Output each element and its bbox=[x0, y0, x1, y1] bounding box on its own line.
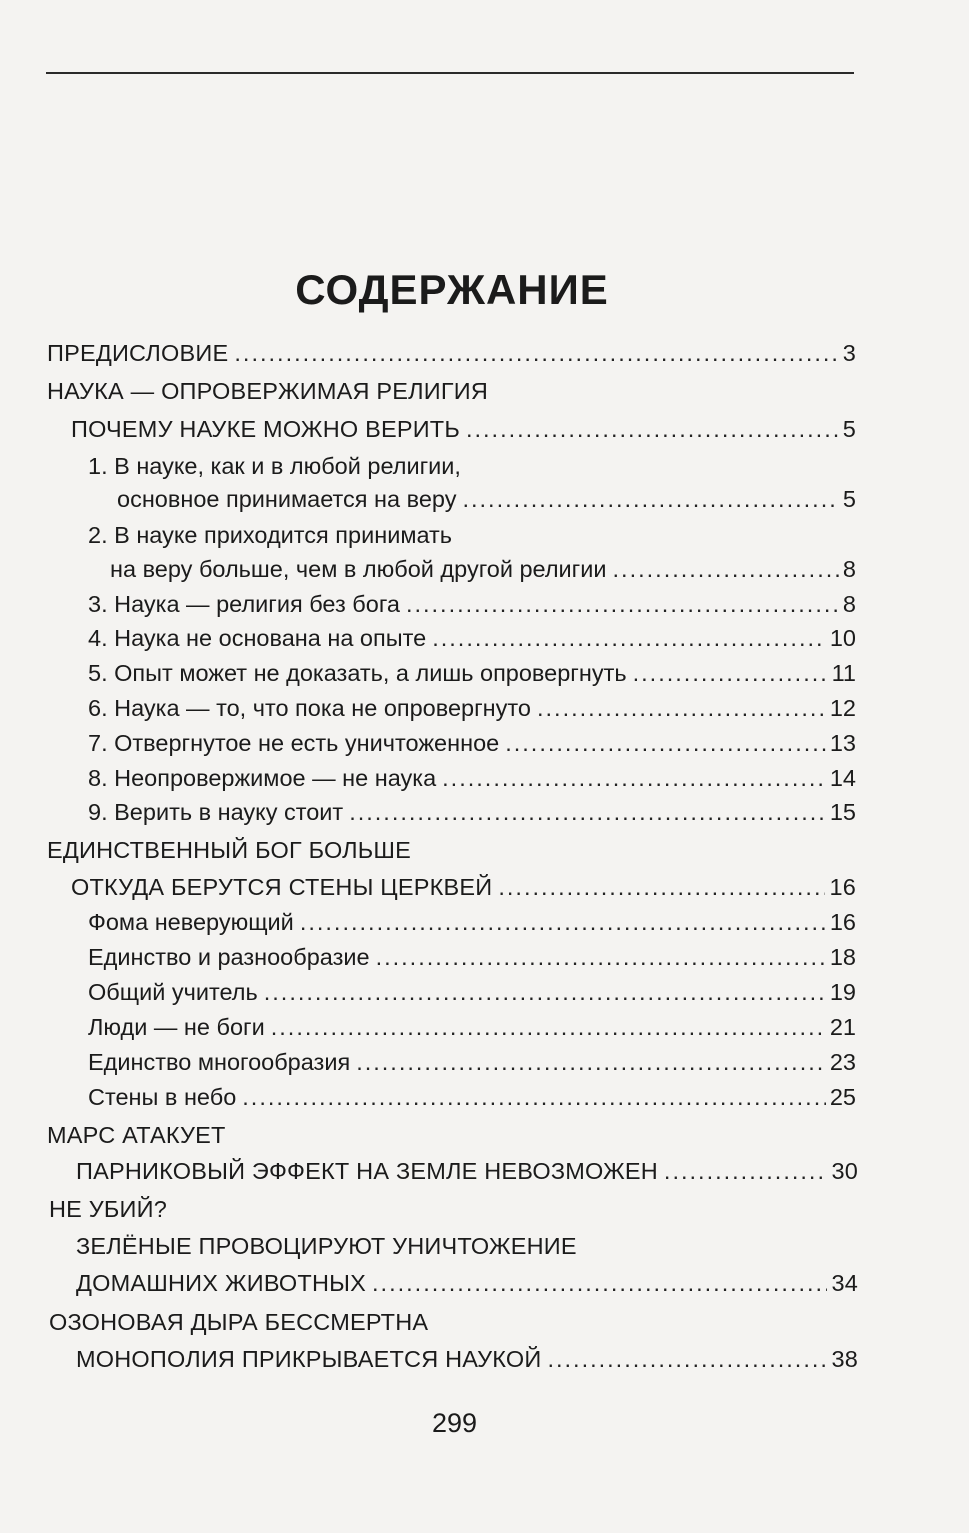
toc-page-number: 8 bbox=[842, 556, 856, 582]
toc-page-number: 8 bbox=[842, 591, 856, 617]
toc-page-number: 3 bbox=[842, 340, 856, 366]
toc-entry bbox=[88, 907, 856, 937]
toc-heading-label: НЕ УБИЙ? bbox=[49, 1196, 167, 1222]
toc-entry-line bbox=[76, 1231, 577, 1261]
dot-leader bbox=[264, 977, 826, 1007]
toc-part-heading bbox=[49, 1194, 167, 1224]
dot-leader bbox=[376, 942, 826, 972]
toc-heading-label: МАРС АТАКУЕТ bbox=[47, 1122, 226, 1148]
toc-entry bbox=[88, 589, 856, 619]
toc-page-number: 5 bbox=[842, 416, 856, 442]
dot-leader bbox=[462, 484, 838, 514]
toc-page-number: 11 bbox=[831, 660, 856, 686]
toc-heading-label: НАУКА — ОПРОВЕРЖИМАЯ РЕЛИГИЯ bbox=[47, 378, 489, 404]
dot-leader bbox=[271, 1012, 826, 1042]
dot-leader bbox=[537, 693, 826, 723]
toc-part-heading bbox=[47, 1120, 226, 1150]
toc-page-number: 15 bbox=[829, 799, 856, 825]
toc-entry-label: Единство и разнообразие bbox=[88, 944, 370, 970]
dot-leader bbox=[505, 728, 826, 758]
toc-entry-label: 6. Наука — то, что пока не опровергнуто bbox=[88, 695, 531, 721]
toc-section-entry bbox=[76, 1344, 858, 1374]
toc-page-number: 25 bbox=[829, 1084, 856, 1110]
toc-entry bbox=[110, 554, 856, 584]
toc-entry-label: ПОЧЕМУ НАУКЕ МОЖНО ВЕРИТЬ bbox=[71, 416, 460, 442]
toc-page-number: 19 bbox=[829, 979, 856, 1005]
dot-leader bbox=[633, 658, 828, 688]
toc-page-number: 12 bbox=[829, 695, 856, 721]
toc-page-number: 13 bbox=[829, 730, 856, 756]
toc-entry bbox=[88, 623, 856, 653]
toc-entry-label: ОТКУДА БЕРУТСЯ СТЕНЫ ЦЕРКВЕЙ bbox=[71, 874, 493, 900]
dot-leader bbox=[234, 338, 838, 368]
toc-entry-label: 8. Неопровержимое — не наука bbox=[88, 765, 437, 791]
toc-entry-label: ДОМАШНИХ ЖИВОТНЫХ bbox=[76, 1270, 367, 1296]
toc-page-number: 10 bbox=[829, 625, 856, 651]
dot-leader bbox=[613, 554, 839, 584]
toc-entry-label: Люди — не боги bbox=[88, 1014, 265, 1040]
toc-page-number: 30 bbox=[831, 1158, 858, 1184]
toc-entry-label: МОНОПОЛИЯ ПРИКРЫВАЕТСЯ НАУКОЙ bbox=[76, 1346, 542, 1372]
toc-entry-label: ЗЕЛЁНЫЕ ПРОВОЦИРУЮТ УНИЧТОЖЕНИЕ bbox=[76, 1233, 577, 1259]
toc-entry-label: 2. В науке приходится принимать bbox=[88, 522, 453, 548]
toc-entry-label: 7. Отвергнутое не есть уничтоженное bbox=[88, 730, 500, 756]
toc-entry bbox=[88, 1047, 856, 1077]
toc-section-entry bbox=[71, 414, 856, 444]
toc-page-number: 16 bbox=[829, 909, 856, 935]
toc-entry-label: 4. Наука не основана на опыте bbox=[88, 625, 427, 651]
toc-part-heading bbox=[49, 1307, 428, 1337]
dot-leader bbox=[432, 623, 826, 653]
toc-page-number: 14 bbox=[829, 765, 856, 791]
toc-entry-label: Стены в небо bbox=[88, 1084, 237, 1110]
toc-entry bbox=[88, 942, 856, 972]
toc-entry bbox=[117, 484, 856, 514]
toc-entry bbox=[88, 658, 856, 688]
page-number: 299 bbox=[431, 1408, 478, 1438]
dot-leader bbox=[664, 1156, 828, 1186]
dot-leader bbox=[372, 1268, 827, 1298]
toc-page-number: 18 bbox=[829, 944, 856, 970]
toc-page-number: 23 bbox=[829, 1049, 856, 1075]
dot-leader bbox=[498, 872, 825, 902]
toc-entry bbox=[88, 1012, 856, 1042]
dot-leader bbox=[547, 1344, 827, 1374]
toc-heading-label: ОЗОНОВАЯ ДЫРА БЕССМЕРТНА bbox=[49, 1309, 429, 1335]
toc-page-number: 38 bbox=[831, 1346, 858, 1372]
toc-heading-label: ЕДИНСТВЕННЫЙ БОГ БОЛЬШЕ bbox=[47, 837, 412, 863]
toc-page-number: 21 bbox=[829, 1014, 856, 1040]
toc-entry bbox=[88, 728, 856, 758]
toc-entry-label: 9. Верить в науку стоит bbox=[88, 799, 344, 825]
toc-entry-label: Единство многообразия bbox=[88, 1049, 351, 1075]
toc-entry-label: основное принимается на веру bbox=[117, 486, 457, 512]
toc-entry bbox=[88, 797, 856, 827]
toc-entry-label: 3. Наука — религия без бога bbox=[88, 591, 400, 617]
dot-leader bbox=[356, 1047, 826, 1077]
toc-section-entry bbox=[76, 1268, 858, 1298]
toc-page-number: 16 bbox=[829, 874, 856, 900]
toc-part-heading bbox=[47, 376, 488, 406]
toc-entry-label: Фома неверующий bbox=[88, 909, 294, 935]
dot-leader bbox=[349, 797, 826, 827]
toc-entry bbox=[88, 977, 856, 1007]
toc-entry bbox=[88, 763, 856, 793]
toc-entry-label: 5. Опыт может не доказать, а лишь опровергнуть bbox=[88, 660, 627, 686]
dot-leader bbox=[442, 763, 826, 793]
top-rule bbox=[46, 72, 854, 74]
toc-entry bbox=[88, 693, 856, 723]
dot-leader bbox=[406, 589, 839, 619]
toc-entry-label: 1. В науке, как и в любой религии, bbox=[88, 453, 461, 479]
dot-leader bbox=[466, 414, 839, 444]
toc-entry bbox=[88, 1082, 856, 1112]
toc-entry-label: Общий учитель bbox=[88, 979, 258, 1005]
toc-section-entry bbox=[76, 1156, 858, 1186]
toc-entry-line bbox=[88, 451, 461, 481]
toc-page-number: 34 bbox=[831, 1270, 858, 1296]
toc-entry-label: на веру больше, чем в любой другой религии bbox=[110, 556, 607, 582]
dot-leader bbox=[300, 907, 826, 937]
toc-section-entry bbox=[71, 872, 856, 902]
toc-entry-line bbox=[88, 520, 452, 550]
page-title: СОДЕРЖАНИЕ bbox=[295, 266, 609, 313]
toc-entry-preface bbox=[47, 338, 856, 368]
toc-entry-label: ПАРНИКОВЫЙ ЭФФЕКТ НА ЗЕМЛЕ НЕВОЗМОЖЕН bbox=[76, 1158, 658, 1184]
dot-leader bbox=[242, 1082, 826, 1112]
toc-entry-label: ПРЕДИСЛОВИЕ bbox=[47, 340, 229, 366]
toc-page-number: 5 bbox=[842, 486, 856, 512]
toc-part-heading bbox=[47, 835, 411, 865]
